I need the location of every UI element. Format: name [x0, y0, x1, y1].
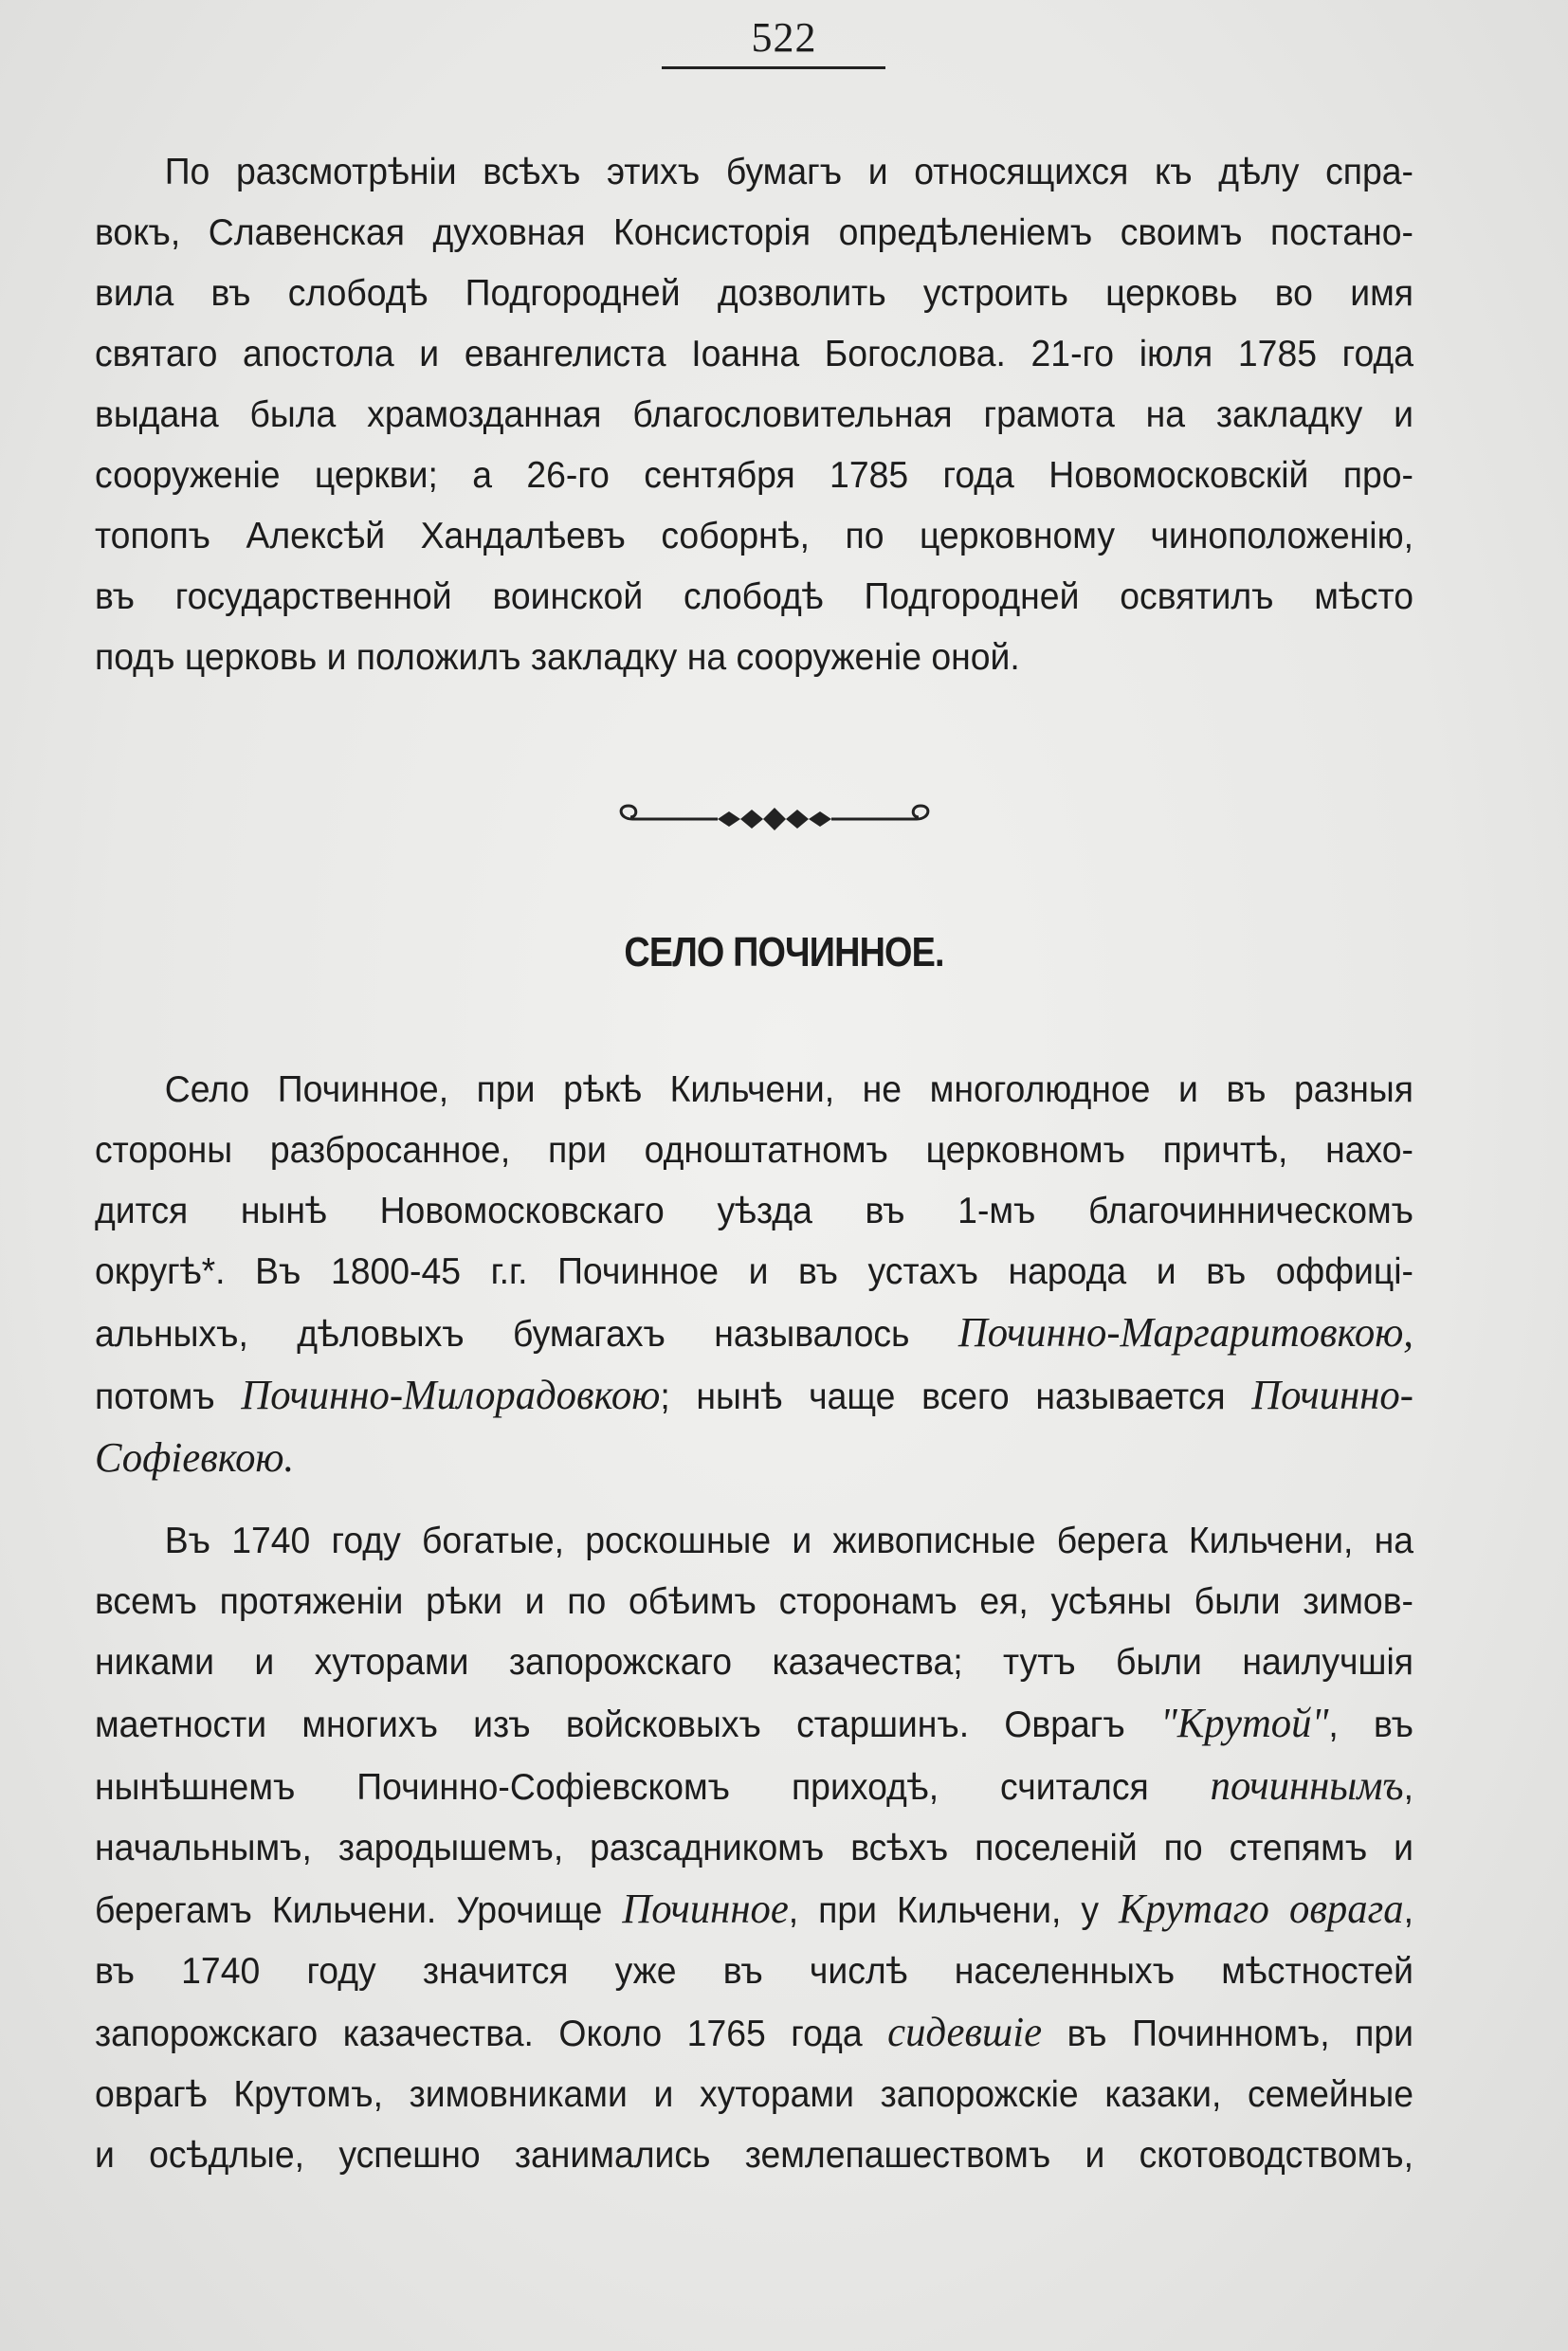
text-run: нынѣшнемъ Починно-Софіевскомъ приходѣ, считался [95, 1767, 1211, 1808]
ornament-divider-icon [613, 794, 936, 836]
text-run: , въ [1328, 1704, 1413, 1745]
text-line: и осѣдлые, успешно занимались землепашествомъ и скотоводствомъ, [95, 2135, 1413, 2176]
text-run: маетности многихъ изъ войсковыхъ старшинъ. Оврагъ [95, 1704, 1160, 1745]
italic-name: Софіевкою. [95, 1434, 295, 1481]
text-line: округѣ*. Въ 1800-45 г.г. Починное и въ устахъ народа и въ оффиці- [95, 1251, 1413, 1292]
text-line: дится нынѣ Новомосковскаго уѣзда въ 1-мъ благочинническомъ [95, 1191, 1413, 1231]
page-number: 522 [751, 14, 817, 61]
italic-name: Крутаго оврага [1119, 1886, 1404, 1932]
text-line: сооруженіе церкви; а 26-го сентября 1785 года Новомосковскій про- [95, 455, 1413, 496]
italic-name: Починное [622, 1886, 789, 1932]
text-run: альныхъ, дѣловыхъ бумагахъ называлось [95, 1314, 958, 1355]
italic-name: Починно-Маргаритовкою, [957, 1309, 1413, 1356]
text-line: выдана была храмозданная благословительная грамота на закладку и [95, 394, 1413, 435]
italic-name: сидевшіе [887, 2009, 1043, 2055]
italic-name: "Крутой" [1159, 1700, 1329, 1746]
text-run: ; нынѣ чаще всего называется [660, 1376, 1252, 1417]
italic-name: Починно- [1251, 1372, 1413, 1418]
text-run: , [1403, 1767, 1413, 1808]
text-line: По разсмотрѣніи всѣхъ этихъ бумагъ и относящихся къ дѣлу спра- [164, 152, 1413, 192]
text-line [95, 2002, 1413, 2065]
text-run: берегамъ Кильчени. Урочище [95, 1890, 623, 1931]
italic-name: Починно-Милорадовкою [241, 1372, 661, 1418]
page-number-rule [662, 66, 885, 69]
text-run: потомъ [95, 1376, 242, 1417]
text-line: стороны разбросанное, при одноштатномъ церковномъ причтѣ, нахо- [95, 1130, 1413, 1171]
text-line: подъ церковь и положилъ закладку на сооруженіе оной. [95, 637, 1020, 678]
text-line: святаго апостола и евангелиста Іоанна Богослова. 21-го іюля 1785 года [95, 334, 1413, 374]
text-line: вокъ, Славенская духовная Консисторія опредѣленіемъ своимъ постано- [95, 212, 1413, 253]
text-line [95, 1303, 1413, 1365]
text-line: въ 1740 году значится уже въ числѣ населенныхъ мѣстностей [95, 1951, 1413, 1992]
text-line [95, 1428, 1413, 1490]
text-run: , при Кильчени, у [788, 1890, 1120, 1931]
text-line [95, 1756, 1413, 1818]
section-title: СЕЛО ПОЧИННОЕ. [624, 929, 944, 975]
text-line: начальнымъ, зародышемъ, разсадникомъ всѣхъ поселеній по степямъ и [95, 1828, 1413, 1868]
paragraph-1 [95, 142, 1413, 688]
paragraph-2 [95, 1060, 1413, 1490]
text-line [95, 1365, 1413, 1428]
text-line: въ государственной воинской слободѣ Подгородней освятилъ мѣсто [95, 576, 1413, 617]
text-line: топопъ Алексѣй Хандалѣевъ соборнѣ, по церковному чиноположенію, [95, 516, 1413, 556]
text-line [95, 1693, 1413, 1756]
text-line: Село Починное, при рѣкѣ Кильчени, не многолюдное и въ разныя [164, 1069, 1413, 1110]
italic-name: починнымъ [1210, 1762, 1404, 1809]
text-run: , [1403, 1890, 1413, 1931]
text-run: въ Починномъ, при [1042, 2014, 1413, 2054]
text-line [95, 1879, 1413, 1941]
text-line: вила въ слободѣ Подгородней дозволить устроить церковь во имя [95, 273, 1413, 314]
text-line: оврагѣ Крутомъ, зимовниками и хуторами запорожскіе казаки, семейные [95, 2074, 1413, 2115]
text-line: Въ 1740 году богатые, роскошные и живописные берега Кильчени, на [164, 1521, 1413, 1561]
paragraph-3 [95, 1511, 1413, 2186]
text-line: всемъ протяженіи рѣки и по обѣимъ сторонамъ ея, усѣяны были зимов- [95, 1581, 1413, 1622]
text-line: никами и хуторами запорожскаго казачества; тутъ были наилучшія [95, 1642, 1413, 1683]
text-run: запорожскаго казачества. Около 1765 года [95, 2014, 888, 2054]
